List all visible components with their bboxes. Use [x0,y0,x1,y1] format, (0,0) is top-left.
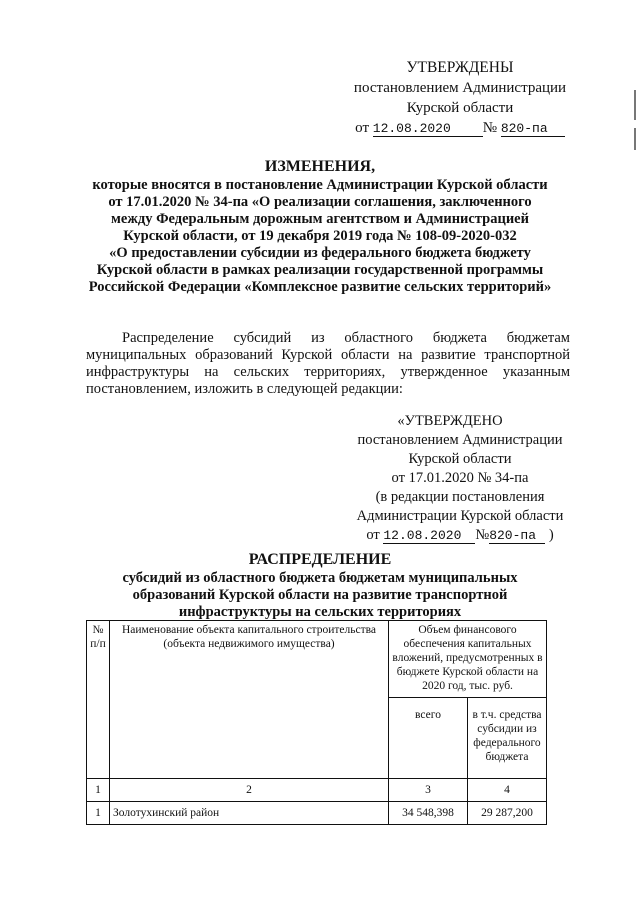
changes-line: от 17.01.2020 № 34-па «О реализации соглашения, заключенного [108,194,532,210]
changes-heading: ИЗМЕНЕНИЯ, [264,158,376,175]
changes-line: Курской области в рамках реализации государственной программы [96,262,544,278]
header-volume: Объем финансового обеспечения капитальных вложений, предусмотренных в бюджете Курской области на 2020 год, тыс. руб. [389,621,547,698]
table-index-row [87,779,547,802]
scan-edge-mark [634,90,636,120]
header-name: Наименование объекта капитального строительства (объекта недвижимого имущества) [110,621,389,779]
table-row [87,802,547,825]
approval-number-sign: № [482,120,498,136]
approval-heading: УТВЕРЖДЕНЫ [406,59,514,76]
table-header-row [87,621,547,698]
approval-date: 12.08.2020 [373,121,483,137]
distribution-table [86,620,547,825]
inner-approval-from: от [366,527,380,543]
changes-line: Российской Федерации «Комплексное развитие сельских территорий» [88,279,552,295]
distribution-line: образований Курской области на развитие транспортной [132,587,508,603]
distribution-line: инфраструктуры на сельских территориях [178,604,462,620]
row-federal: 29 287,200 [468,802,547,825]
approval-line-2: Курской области [406,100,514,116]
changes-line: между Федеральным дорожным агентством и Администрацией [111,211,529,227]
changes-line: которые вносятся в постановление Администрации Курской области [92,177,548,193]
inner-approval-line-3: от 17.01.2020 № 34-па [391,470,529,486]
index-cell: 4 [468,779,547,802]
index-cell: 3 [389,779,468,802]
scan-edge-mark [634,128,636,150]
inner-approval-line-1: постановлением Администрации [357,432,563,448]
header-total: всего [389,698,468,779]
inner-approval-number-sign: № [475,527,490,543]
row-num: 1 [87,802,110,825]
inner-approval-line-4: (в редакции постановления [375,489,545,505]
distribution-subtitle [40,570,600,621]
header-num: № п/п [87,621,110,779]
header-federal: в т.ч. средства субсидии из федерального бюджета [468,698,547,779]
row-total: 34 548,398 [389,802,468,825]
approval-number: 820-па [501,121,565,137]
approval-line-1: постановлением Администрации [353,80,567,96]
index-cell: 1 [87,779,110,802]
approval-block-inner [330,412,590,545]
inner-approval-date: 12.08.2020 [383,528,475,544]
changes-line: Курской области, от 19 декабря 2019 года № 108-09-2020-032 [123,228,517,244]
inner-approval-close: ) [548,527,554,543]
index-cell: 2 [110,779,389,802]
body-paragraph: Распределение субсидий из областного бюджета бюджетам муниципальных образований Курской области на развитие транспортной инфраструктуры на сельских территориях, утвержденное указанным постановлением, изложить в следующей редакции: [86,330,570,397]
row-name: Золотухинский район [110,802,389,825]
distribution-line: субсидий из областного бюджета бюджетам муниципальных [122,570,518,586]
changes-subtitle [40,177,600,296]
inner-approval-heading: «УТВЕРЖДЕНО [397,413,503,429]
inner-approval-line-5: Администрации Курской области [356,508,564,524]
inner-approval-line-2: Курской области [408,451,512,467]
inner-approval-number: 820-па [489,528,545,544]
approval-from: от [355,120,370,136]
distribution-heading: РАСПРЕДЕЛЕНИЕ [248,551,392,568]
changes-line: «О предоставлении субсидии из федерального бюджета бюджету [109,245,531,261]
approval-block-top [340,58,580,138]
approval-date-line [340,118,580,138]
inner-approval-date-line [330,526,590,545]
